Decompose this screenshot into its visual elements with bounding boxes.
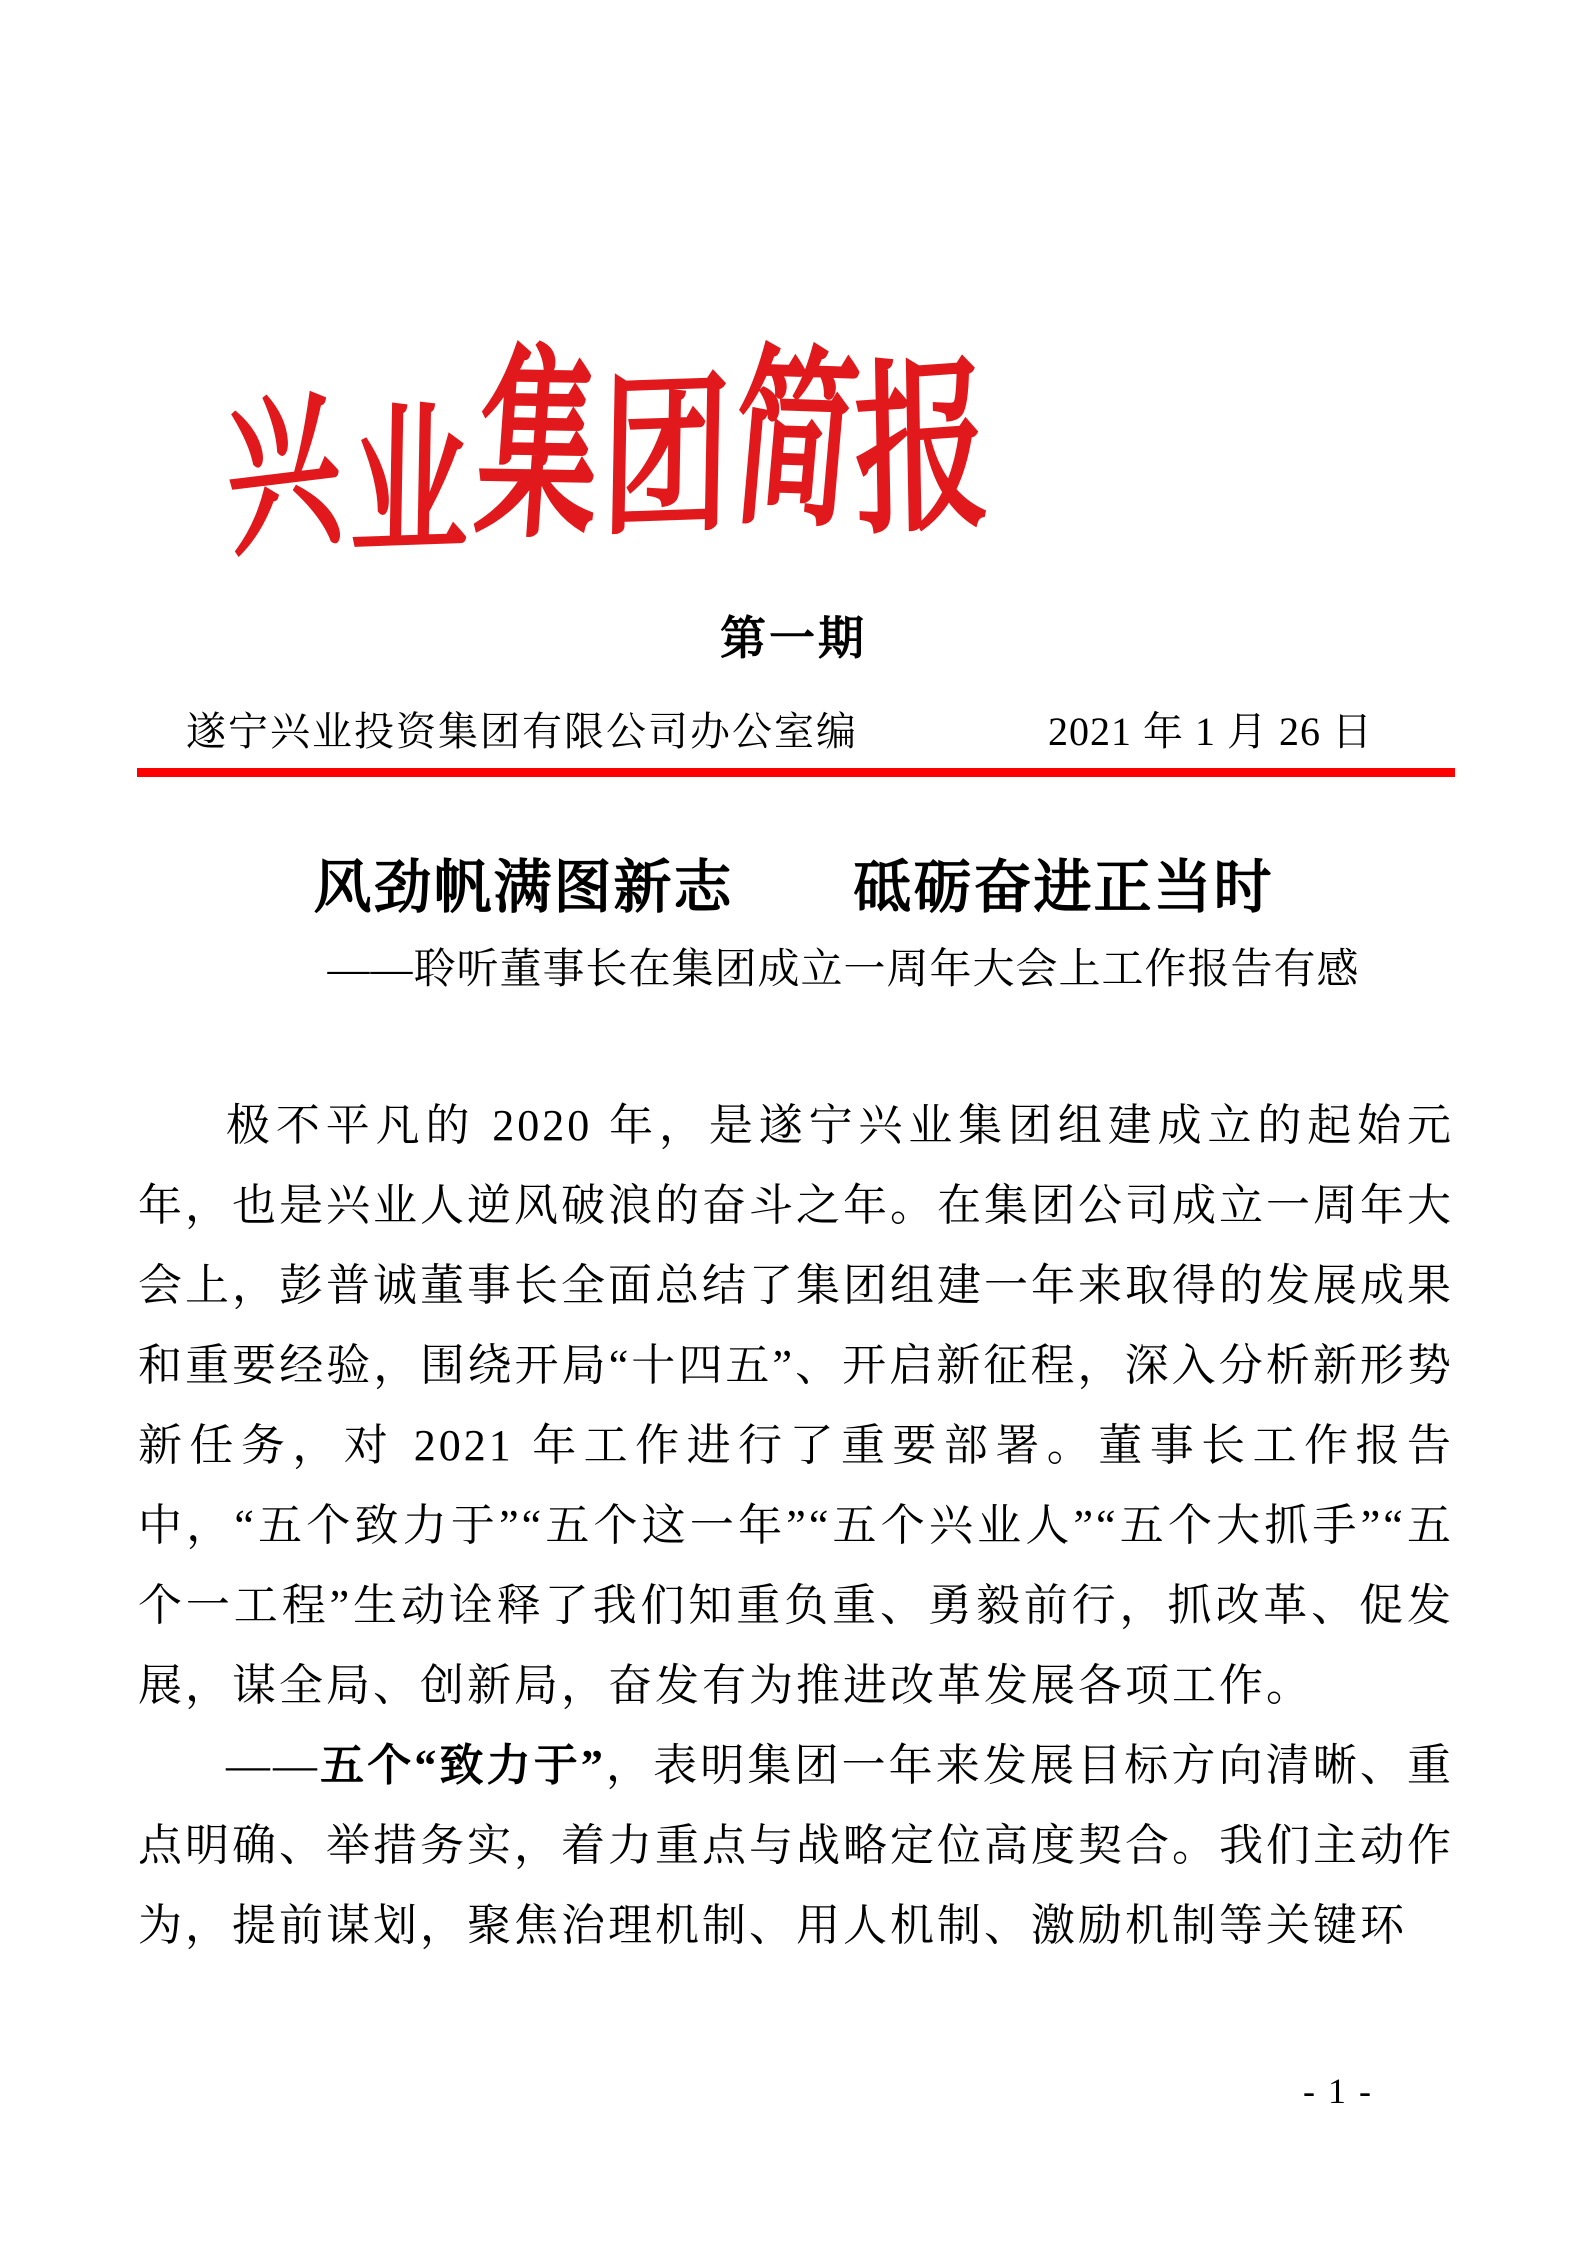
paragraph-run: 极不平凡的 2020 年，是遂宁兴业集团组建成立的起始元年，也是兴业人逆风破浪的奋斗之年。在集团公司成立一周年大会上，彭普诚董事长全面总结了集团组建一年来取得的发展成果和重要经验，围绕开局“十四五”、开启新征程，深入分析新形势新任务，对 2021 年工作进行了重要部署。董事长工作报告中，“五个致力于”“五个这一年”“五个兴业人”“五个大抓手”“五个一工程”生动诠释了我们知重负重、勇毅前行，抓改革、促发展，谋全局、创新局，奋发有为推进改革发展各项工作。: [138, 1101, 1454, 1710]
paragraph-bold-run: 五个“致力于”: [320, 1741, 606, 1790]
masthead-char: 简: [724, 326, 866, 556]
masthead-title: [211, 325, 992, 583]
masthead-divider-rule: [137, 768, 1455, 777]
publisher-editor-text: 遂宁兴业投资集团有限公司办公室编: [186, 709, 858, 754]
article-title: 风劲帆满图新志 砥砺奋进正当时: [313, 855, 1274, 920]
publish-date-text: 2021 年 1 月 26 日: [1048, 709, 1373, 754]
paragraph: [138, 1086, 1454, 1726]
issue-label: 第一期: [720, 611, 867, 665]
masthead-char: 集: [469, 325, 608, 569]
masthead-char: 报: [852, 335, 992, 563]
masthead-char: 兴: [220, 367, 347, 583]
article-body: [138, 1086, 1454, 1966]
paragraph: [138, 1726, 1454, 1966]
page-number: - 1 -: [1303, 2071, 1373, 2111]
article-subtitle: ——聆听董事长在集团成立一周年大会上工作报告有感: [327, 947, 1360, 993]
paragraph-run: ，表明集团一年来发展目标方向清晰、重点明确、举措务实，着力重点与战略定位高度契合。我们主动作为，提前谋划，聚焦治理机制、用人机制、激励机制等关键环: [138, 1741, 1455, 1950]
paragraph-run: ——: [226, 1741, 320, 1790]
masthead-char: 业: [348, 384, 471, 581]
masthead-char: 团: [600, 353, 732, 561]
